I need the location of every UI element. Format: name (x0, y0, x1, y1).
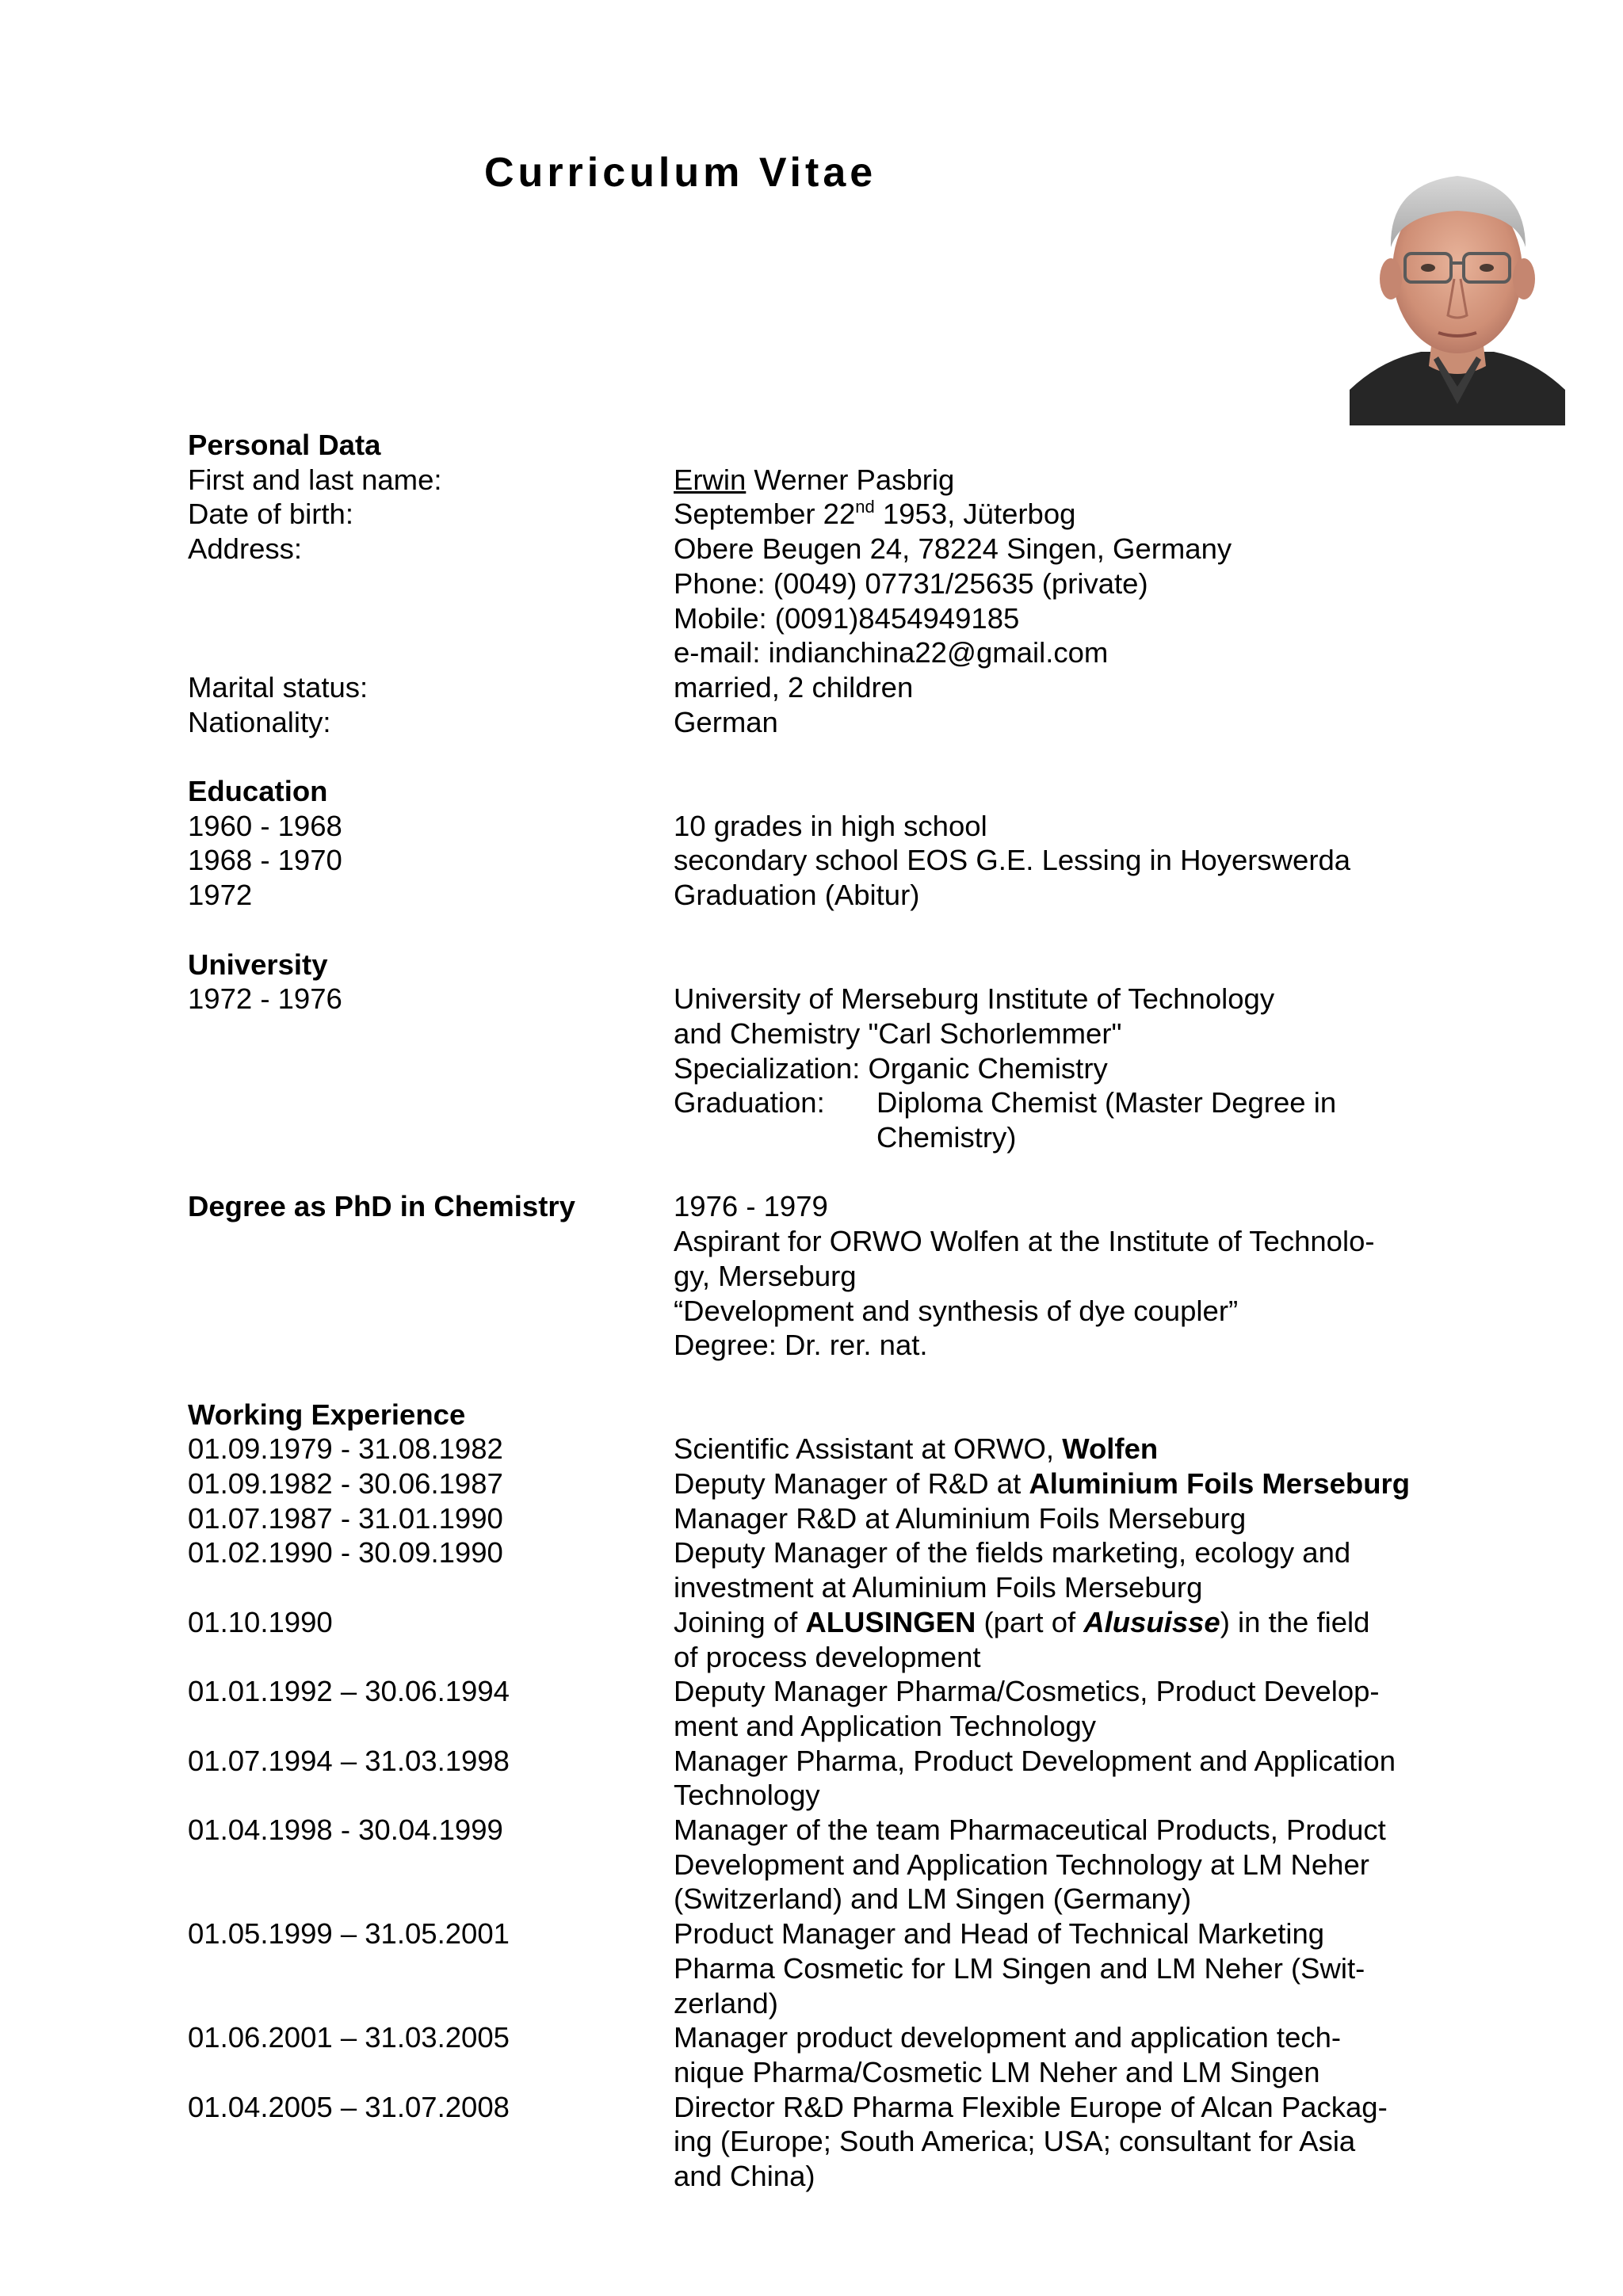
work-period: 01.10.1990 (188, 1605, 333, 1638)
cv-content (188, 428, 1487, 2194)
work-period: 01.05.1999 – 31.05.2001 (188, 1917, 510, 1951)
plain-text: investment at Aluminium Foils Merseburg (674, 1571, 1203, 1604)
portrait-photo-icon (1350, 152, 1565, 425)
work-description-line (674, 2124, 1388, 2159)
education-period: 1960 - 1968 (188, 809, 342, 842)
phd-line: gy, Merseburg (674, 1259, 857, 1292)
education-row (188, 843, 1487, 878)
work-row (188, 1744, 1487, 1813)
specialization-label: Specialization: (674, 1051, 861, 1085)
graduation-label: Graduation: (674, 1086, 825, 1119)
work-description-line (674, 1605, 1369, 1640)
university-row (188, 982, 1487, 1155)
work-description (674, 1466, 1410, 1501)
dob-place: 1953, Jüterbog (874, 498, 1076, 531)
graduation-line: Chemistry) (876, 1121, 1017, 1154)
work-description (674, 1917, 1365, 2020)
work-description-line (674, 1466, 1410, 1501)
graduation-value (876, 1085, 1336, 1154)
plain-text: (part of (976, 1605, 1084, 1638)
rest-name: Werner Pasbrig (746, 463, 955, 496)
work-row (188, 1501, 1487, 1536)
work-period: 01.04.2005 – 31.07.2008 (188, 2090, 510, 2123)
work-description (674, 1501, 1246, 1536)
document-title: Curriculum Vitae (484, 150, 877, 196)
plain-text: and China) (674, 2160, 815, 2193)
work-description-line (674, 2020, 1341, 2055)
work-period: 01.02.1990 - 30.09.1990 (188, 1536, 503, 1569)
work-description-line (674, 1744, 1396, 1779)
emphasis-text: Alusuisse (1083, 1605, 1220, 1638)
university-line: and Chemistry "Carl Schorlemmer" (674, 1016, 1122, 1050)
plain-text: of process development (674, 1640, 981, 1673)
work-description-line (674, 1432, 1158, 1466)
personal-marital-row (188, 670, 1487, 705)
address-email: e-mail: indianchina22@gmail.com (674, 636, 1109, 669)
plain-text: nique Pharma/Cosmetic LM Neher and LM Singen (674, 2055, 1320, 2088)
phd-line: 1976 - 1979 (674, 1190, 828, 1223)
work-description-line (674, 1570, 1350, 1605)
work-description-line (674, 1640, 1369, 1675)
nationality-label: Nationality: (188, 705, 331, 738)
marital-label: Marital status: (188, 670, 369, 704)
work-description-line (674, 1501, 1246, 1536)
work-row (188, 1917, 1487, 2020)
phd-line: Aspirant for ORWO Wolfen at the Institute of Technolo- (674, 1225, 1375, 1258)
plain-text: Scientific Assistant at ORWO, (674, 1432, 1063, 1466)
work-period: 01.01.1992 – 30.06.1994 (188, 1675, 510, 1708)
specialization-value: Organic Chemistry (860, 1051, 1108, 1085)
work-period: 01.07.1987 - 31.01.1990 (188, 1501, 503, 1535)
plain-text: Deputy Manager Pharma/Cosmetics, Product Develop- (674, 1675, 1380, 1708)
plain-text: Manager product development and application tech- (674, 2021, 1342, 2054)
university-period: 1972 - 1976 (188, 982, 342, 1016)
dob-label: Date of birth: (188, 498, 353, 531)
name-label: First and last name: (188, 463, 442, 496)
work-description-line (674, 1778, 1396, 1813)
plain-text: Manager R&D at Aluminium Foils Merseburg (674, 1501, 1247, 1535)
plain-text: Development and Application Technology at LM Neher (674, 1848, 1369, 1881)
university-specialization (674, 1051, 1336, 1086)
education-row (188, 878, 1487, 913)
work-description (674, 1744, 1396, 1813)
plain-text: Joining of (674, 1605, 806, 1638)
section-title-phd: Degree as PhD in Chemistry (188, 1190, 575, 1223)
work-row (188, 1432, 1487, 1466)
work-description (674, 1605, 1369, 1674)
emphasis-text: ALUSINGEN (805, 1605, 976, 1638)
work-description (674, 1535, 1350, 1604)
education-text: 10 grades in high school (674, 809, 987, 842)
work-experience-list (188, 1432, 1487, 2193)
education-period: 1968 - 1970 (188, 844, 342, 877)
plain-text: Deputy Manager of the fields marketing, ecology and (674, 1536, 1351, 1569)
work-description-line (674, 2090, 1388, 2125)
nationality-value: German (674, 705, 778, 738)
address-value (674, 532, 1232, 670)
work-period: 01.06.2001 – 31.03.2005 (188, 2021, 510, 2054)
university-line: University of Merseburg Institute of Technology (674, 982, 1275, 1016)
plain-text: Manager Pharma, Product Development and Application (674, 1744, 1396, 1777)
work-description-line (674, 1951, 1365, 1986)
name-value (674, 463, 954, 498)
phd-line: “Development and synthesis of dye coupler” (674, 1294, 1239, 1327)
plain-text: Deputy Manager of R&D at (674, 1467, 1029, 1501)
work-description-line (674, 1813, 1386, 1848)
plain-text: ment and Application Technology (674, 1709, 1097, 1742)
work-description (674, 1432, 1158, 1466)
address-label: Address: (188, 532, 303, 566)
address-phone: Phone: (0049) 07731/25635 (private) (674, 566, 1148, 600)
personal-dob-row (188, 497, 1487, 532)
dob-ordinal: nd (855, 497, 875, 517)
work-row (188, 1466, 1487, 1501)
university-graduation (674, 1085, 1336, 1154)
plain-text: (Switzerland) and LM Singen (Germany) (674, 1882, 1192, 1916)
education-text: secondary school EOS G.E. Lessing in Hoyerswerda (674, 844, 1351, 877)
plain-text: ing (Europe; South America; USA; consultant for Asia (674, 2125, 1356, 2158)
phd-row (188, 1189, 1487, 1363)
work-description (674, 1813, 1386, 1917)
section-title-working-experience: Working Experience (188, 1398, 466, 1431)
university-details (674, 982, 1336, 1155)
work-description-line (674, 1848, 1386, 1882)
first-name: Erwin (674, 463, 747, 496)
personal-name-row (188, 463, 1487, 498)
work-description-line (674, 2055, 1341, 2090)
plain-text: Manager of the team Pharmaceutical Products, Product (674, 1814, 1386, 1847)
work-period: 01.07.1994 – 31.03.1998 (188, 1744, 510, 1777)
work-row (188, 2020, 1487, 2089)
phd-details (674, 1189, 1375, 1363)
education-text: Graduation (Abitur) (674, 879, 920, 912)
dob-date: September 22 (674, 498, 856, 531)
work-row (188, 1535, 1487, 1604)
work-row (188, 1813, 1487, 1917)
address-mobile: Mobile: (0091)8454949185 (674, 601, 1020, 635)
work-description (674, 2090, 1388, 2194)
work-row (188, 1674, 1487, 1743)
plain-text: zerland) (674, 1986, 778, 2019)
work-description (674, 1674, 1380, 1743)
personal-nationality-row (188, 705, 1487, 740)
work-description-line (674, 1882, 1386, 1917)
work-period: 01.09.1982 - 30.06.1987 (188, 1467, 503, 1501)
address-street: Obere Beugen 24, 78224 Singen, Germany (674, 532, 1232, 566)
plain-text: Director R&D Pharma Flexible Europe of Alcan Packag- (674, 2090, 1388, 2123)
emphasis-text: Wolfen (1062, 1432, 1159, 1466)
plain-text: Pharma Cosmetic for LM Singen and LM Neher (Swit- (674, 1951, 1365, 1985)
section-title-university: University (188, 948, 328, 981)
work-row (188, 1605, 1487, 1674)
work-description-line (674, 1986, 1365, 2021)
emphasis-text: Aluminium Foils Merseburg (1029, 1467, 1410, 1501)
work-description-line (674, 1535, 1350, 1570)
work-description (674, 2020, 1341, 2089)
phd-line: Degree: Dr. rer. nat. (674, 1329, 928, 1362)
marital-value: married, 2 children (674, 670, 914, 704)
work-period: 01.04.1998 - 30.04.1999 (188, 1814, 503, 1847)
section-title-personal-data: Personal Data (188, 429, 381, 461)
work-row (188, 2090, 1487, 2194)
work-description-line (674, 1674, 1380, 1709)
plain-text: ) in the field (1220, 1605, 1370, 1638)
education-row (188, 809, 1487, 844)
work-period: 01.09.1979 - 31.08.1982 (188, 1432, 503, 1466)
dob-value (674, 497, 1075, 532)
work-description-line (674, 2159, 1388, 2194)
work-description-line (674, 1917, 1365, 1951)
graduation-line: Diploma Chemist (Master Degree in (876, 1086, 1337, 1119)
section-title-education: Education (188, 775, 328, 808)
personal-address-row (188, 532, 1487, 670)
plain-text: Technology (674, 1779, 820, 1812)
work-description-line (674, 1709, 1380, 1744)
education-period: 1972 (188, 879, 253, 912)
plain-text: Product Manager and Head of Technical Marketing (674, 1917, 1325, 1951)
portrait-photo (1350, 152, 1565, 425)
